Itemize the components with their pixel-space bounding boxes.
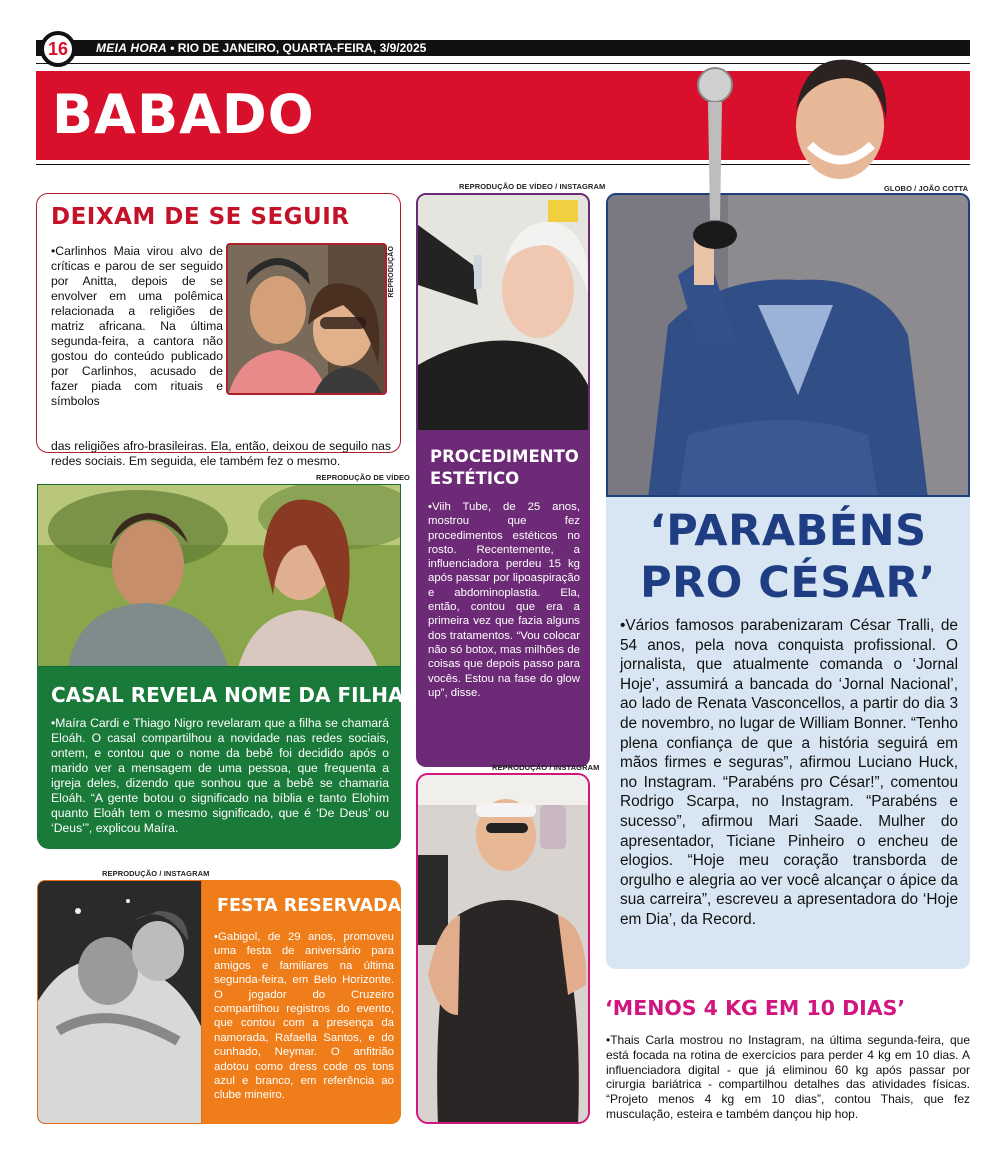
- story-text: [606, 1033, 970, 1122]
- photo-illustration: [418, 195, 590, 432]
- story-title-menos-4kg: ‘MENOS 4 KG EM 10 DIAS’: [605, 996, 906, 1020]
- story-title-line2: ESTÉTICO: [430, 469, 520, 488]
- trophy-and-presenter-illustration: [640, 50, 900, 260]
- photo-credit: REPRODUÇÃO / INSTAGRAM: [102, 869, 210, 878]
- photo-illustration: [228, 245, 387, 395]
- story-text: [214, 930, 394, 1103]
- photo-viih-tube: [416, 193, 590, 432]
- story-text: [428, 500, 580, 700]
- story-festa-reservada: [202, 880, 401, 1124]
- story-title: CASAL REVELA NOME DA FILHA: [51, 683, 404, 707]
- photo-credit: REPRODUÇÃO DE VÍDEO: [316, 473, 410, 482]
- story-title: FESTA RESERVADA: [217, 896, 402, 916]
- photo-thais-carla: [416, 773, 590, 1124]
- story-text: [51, 244, 223, 409]
- story-title: [430, 446, 579, 490]
- lead-text-content: Vários famosos parabenizaram César Tralli, de 54 anos, pela nova conquista profissional. O jornalista, que atualmente comanda o ‘Jornal Hoje’, assumirá a bancada do ‘Jornal Nacional’, ao lado de Renata Vasconcellos, a partir do dia 3 de novembro, no lugar de William Bonner. “Tenho plena confiança de que a história seguirá em mãos firmes e seguras”, afirmou Luciano Huck, no Instagram. “Parabéns pro César!”, comentou Rodrigo Scarpa, no Instagram. “Parabéns e sucesso”, afirmou Mari Saade. Mulher do apresentador, Ticiane Pinheiro o encheu de elogios. “Hoje meu coração transborda de orgulho e alegria ao ver você alcançar o ápice da sua carreira”, escreveu a apresentadora do ‘Hoje em Dia’, da Record.: [620, 617, 958, 928]
- lead-headline: [606, 505, 970, 609]
- story-text: [51, 716, 389, 836]
- story-text-continued: das religiões afro-brasileiras. Ela, então, deixou de seguilo nas redes sociais. Em seguida, ele também fez o mesmo.: [51, 439, 391, 468]
- story-text-a: Carlinhos Maia virou alvo de críticas e parou de ser seguido por Anitta, depois de se envolver em uma polêmica relacionada a religiões de matriz africana. Na última segunda-feira, a cantora não gostou do conteúdo publicado por Carlinhos, acusado de fazer piada com rituais e símbolos: [51, 244, 223, 408]
- brand-name: MEIA HORA: [96, 41, 167, 55]
- photo-credit: REPRODUÇÃO / INSTAGRAM: [492, 763, 600, 772]
- photo-credit: REPRODUÇÃO: [388, 246, 395, 298]
- lead-headline-line1: ‘PARABÉNS: [649, 506, 927, 556]
- story-text-content: Maíra Cardi e Thiago Nigro revelaram que a filha se chamará Eloáh. O casal compartilhou a novidade nas redes sociais, ontem, e contou que o nome da bebê foi decidido após o marido ver a mensagem de uma pessoa, que frequenta a igreja deles, dizendo que sonhou que a bebê se chamaria Eloáh. “A gente botou o significado na bíblia e tanto Elohim quanto Eloáh tem o mesmo significado, que é ‘De Deus’ ou ‘Deus’”, explicou Maíra.: [51, 716, 389, 835]
- lead-headline-line2: PRO CÉSAR’: [640, 558, 936, 608]
- story-text-content: Thais Carla mostrou no Instagram, na última segunda-feira, que está focada na rotina de exercícios para perder 4 kg em 10 dias. A influenciadora digital - que já eliminou 60 kg após passar por cirurgia bariátrica - compartilhou detalhes das atividades físicas. “Projeto menos 4 kg em 10 dias”, contou Thais, que fez musculação, esteira e também dançou hip hop.: [606, 1033, 970, 1121]
- story-casal-revela-nome: [37, 667, 404, 849]
- section-title: BABADO: [52, 83, 315, 146]
- story-title: DEIXAM DE SE SEGUIR: [51, 204, 350, 230]
- story-title-line1: PROCEDIMENTO: [430, 447, 579, 466]
- photo-illustration: [418, 775, 590, 1124]
- dateline-text: • RIO DE JANEIRO, QUARTA-FEIRA, 3/9/2025: [170, 41, 427, 55]
- photo-credit: GLOBO / JOÃO COTTA: [884, 184, 969, 193]
- photo-credit: REPRODUÇÃO DE VÍDEO / INSTAGRAM: [459, 182, 606, 191]
- story-text-content: Viih Tube, de 25 anos, mostrou que fez procedimentos estéticos no rosto. Recentemente, a influenciadora perdeu 15 kg após passar por lipoaspiração e abdominoplastia. Ela, então, contou que era a primeira vez que fazia alguns dos tratamentos. “Vou colocar não só botox, mas milhões de coisas que depois passo para vocês. Estou na fase do glow up”, disse.: [428, 501, 580, 699]
- lead-text: [620, 616, 958, 930]
- photo-illustration: [38, 881, 202, 1124]
- photo-maira-thiago: [37, 484, 401, 667]
- story-text-content: Gabigol, de 29 anos, promoveu uma festa de aniversário para amigos e familiares na última segunda-feira, em Belo Horizonte. O jogador do Cruzeiro compartilhou registros do evento, que contou com a presença da namorada, Rafaella Santos, e do cunhado, Neymar. O anfitrião adotou como dress code os tons azul e branco, em referência ao clube mineiro.: [214, 931, 394, 1102]
- photo-gabigol: [37, 880, 202, 1124]
- story-procedimento-estetico: [416, 432, 590, 767]
- page-number: 16: [40, 31, 76, 67]
- photo-carlinhos-anitta: [226, 243, 387, 395]
- photo-illustration: [38, 485, 401, 667]
- dateline: [96, 41, 426, 55]
